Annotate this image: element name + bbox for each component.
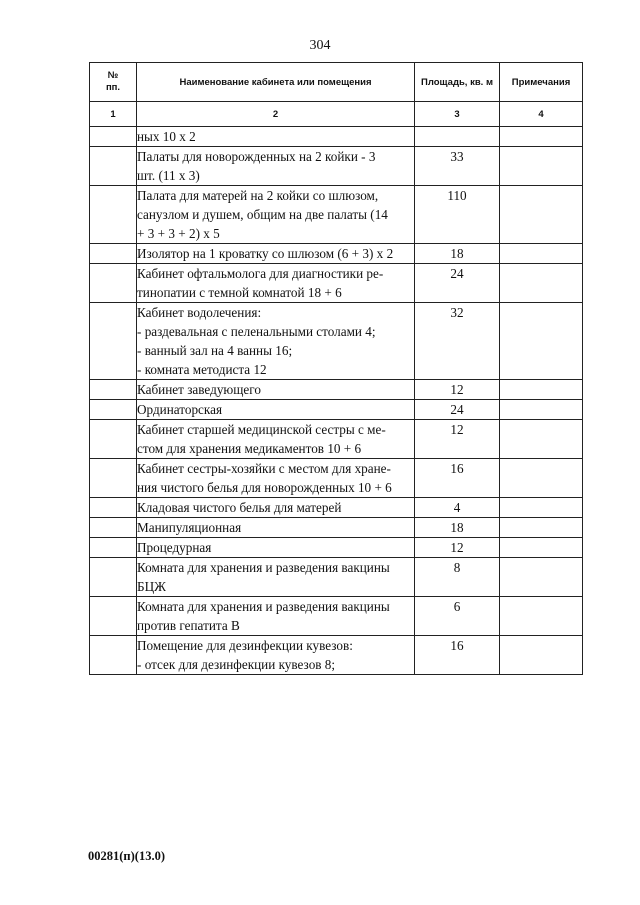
- room-notes-cell: [500, 459, 583, 498]
- header-notes: Примечания: [500, 63, 583, 102]
- room-name-cell: Комната для хранения и разведения вакцины БЦЖ: [137, 558, 415, 597]
- table-row: [90, 186, 583, 244]
- table-row: [90, 538, 583, 558]
- room-area-cell: [415, 127, 500, 147]
- table-row: [90, 380, 583, 400]
- room-name-cell: Кабинет заведующего: [137, 380, 415, 400]
- room-notes-cell: [500, 303, 583, 380]
- column-number: 2: [137, 102, 415, 127]
- row-number-cell: [90, 147, 137, 186]
- row-number-cell: [90, 597, 137, 636]
- room-name-cell: ных 10 x 2: [137, 127, 415, 147]
- row-number-cell: [90, 459, 137, 498]
- room-area-cell: 110: [415, 186, 500, 244]
- room-name-cell: Помещение для дезинфекции кувезов: - отсек для дезинфекции кувезов 8;: [137, 636, 415, 675]
- row-number-cell: [90, 264, 137, 303]
- table-row: [90, 264, 583, 303]
- room-name-cell: Изолятор на 1 кроватку со шлюзом (6 + 3) x 2: [137, 244, 415, 264]
- row-number-cell: [90, 127, 137, 147]
- row-number-cell: [90, 518, 137, 538]
- room-notes-cell: [500, 127, 583, 147]
- column-number: 4: [500, 102, 583, 127]
- room-name-cell: Кабинет старшей медицинской сестры с ме- стом для хранения медикаментов 10 + 6: [137, 420, 415, 459]
- room-notes-cell: [500, 597, 583, 636]
- room-area-cell: 32: [415, 303, 500, 380]
- column-number-row: [90, 102, 583, 127]
- room-notes-cell: [500, 400, 583, 420]
- header-number-line2: пп.: [105, 82, 121, 93]
- room-notes-cell: [500, 498, 583, 518]
- room-notes-cell: [500, 538, 583, 558]
- table-row: [90, 518, 583, 538]
- table-row: [90, 636, 583, 675]
- room-area-cell: 33: [415, 147, 500, 186]
- room-area-cell: 24: [415, 400, 500, 420]
- row-number-cell: [90, 636, 137, 675]
- row-number-cell: [90, 400, 137, 420]
- room-area-cell: 18: [415, 518, 500, 538]
- room-name-cell: Комната для хранения и разведения вакцины против гепатита В: [137, 597, 415, 636]
- room-area-cell: 16: [415, 636, 500, 675]
- room-notes-cell: [500, 420, 583, 459]
- row-number-cell: [90, 380, 137, 400]
- room-name-cell: Кабинет водолечения: - раздевальная с пеленальными столами 4; - ванный зал на 4 ванны 16; - комната методиста 12: [137, 303, 415, 380]
- room-notes-cell: [500, 518, 583, 538]
- table-row: [90, 147, 583, 186]
- room-name-cell: Кабинет сестры-хозяйки с местом для хране- ния чистого белья для новорожденных 10 + 6: [137, 459, 415, 498]
- room-area-cell: 12: [415, 380, 500, 400]
- room-area-cell: 12: [415, 538, 500, 558]
- column-number: 1: [90, 102, 137, 127]
- room-name-cell: Кабинет офтальмолога для диагностики ре- тинопатии с темной комнатой 18 + 6: [137, 264, 415, 303]
- room-area-cell: 8: [415, 558, 500, 597]
- room-name-cell: Палаты для новорожденных на 2 койки - 3 шт. (11 x 3): [137, 147, 415, 186]
- room-name-cell: Процедурная: [137, 538, 415, 558]
- row-number-cell: [90, 244, 137, 264]
- page-number: 304: [309, 38, 331, 53]
- room-area-cell: 6: [415, 597, 500, 636]
- table-row: [90, 498, 583, 518]
- header-name: Наименование кабинета или помещения: [137, 63, 415, 102]
- rooms-table: [89, 62, 583, 675]
- room-area-cell: 24: [415, 264, 500, 303]
- header-area: Площадь, кв. м: [415, 63, 500, 102]
- room-notes-cell: [500, 380, 583, 400]
- table-header-row: [90, 63, 583, 102]
- header-number: [90, 63, 137, 102]
- room-notes-cell: [500, 186, 583, 244]
- row-number-cell: [90, 558, 137, 597]
- room-notes-cell: [500, 636, 583, 675]
- room-notes-cell: [500, 147, 583, 186]
- room-name-cell: Кладовая чистого белья для матерей: [137, 498, 415, 518]
- column-number: 3: [415, 102, 500, 127]
- table-body: [90, 127, 583, 675]
- header-number-line1: №: [107, 70, 119, 81]
- room-notes-cell: [500, 264, 583, 303]
- row-number-cell: [90, 186, 137, 244]
- row-number-cell: [90, 498, 137, 518]
- table-row: [90, 244, 583, 264]
- room-name-cell: Ординаторская: [137, 400, 415, 420]
- table-row: [90, 400, 583, 420]
- table-row: [90, 459, 583, 498]
- row-number-cell: [90, 420, 137, 459]
- row-number-cell: [90, 538, 137, 558]
- table-row: [90, 303, 583, 380]
- room-area-cell: 18: [415, 244, 500, 264]
- table-row: [90, 420, 583, 459]
- room-notes-cell: [500, 558, 583, 597]
- row-number-cell: [90, 303, 137, 380]
- room-name-cell: Манипуляционная: [137, 518, 415, 538]
- room-area-cell: 12: [415, 420, 500, 459]
- room-area-cell: 4: [415, 498, 500, 518]
- table-row: [90, 558, 583, 597]
- room-notes-cell: [500, 244, 583, 264]
- footer-code: 00281(п)(13.0): [88, 849, 165, 863]
- room-area-cell: 16: [415, 459, 500, 498]
- table-row: [90, 127, 583, 147]
- room-name-cell: Палата для матерей на 2 койки со шлюзом, санузлом и душем, общим на две палаты (14 + 3 + 3 + 2) x 5: [137, 186, 415, 244]
- table-row: [90, 597, 583, 636]
